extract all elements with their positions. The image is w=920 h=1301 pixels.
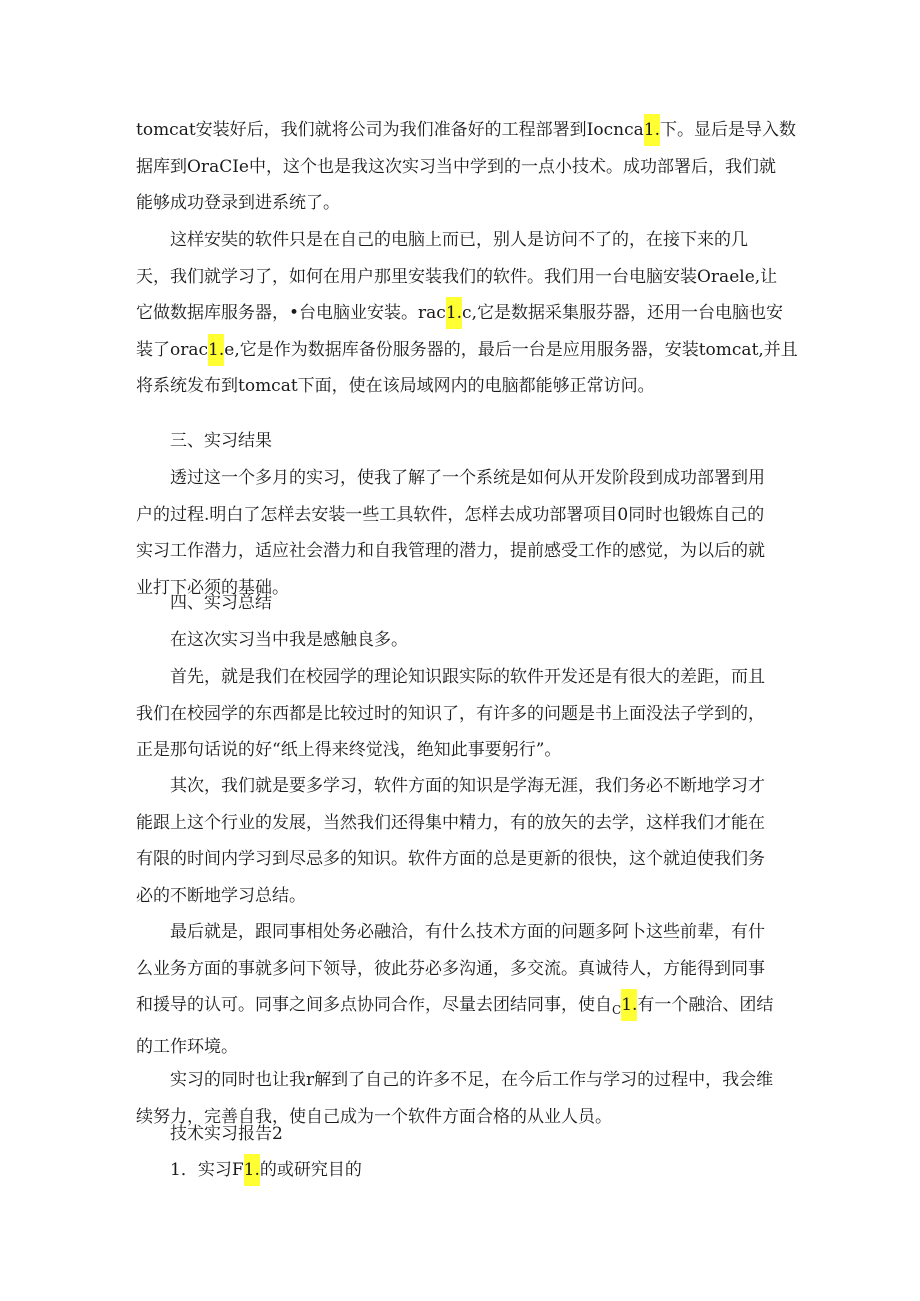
highlight-mark: 1. (244, 1154, 260, 1186)
paragraph-tomcat-deploy (136, 112, 796, 222)
text-line: 户的过程.明白了怎样去安装一些工具软件，怎样去成功部署项目0同时也锻炼自己的 (136, 504, 765, 525)
highlight-mark: 1. (621, 989, 637, 1021)
text-line: 续努力，完善自我，使自己成为一个软件方面合格的从业人员。 (136, 1106, 612, 1127)
paragraph-second (136, 768, 786, 914)
text-line: 其次，我们就是要多学习，软件方面的知识是学海无涯，我们务必不断地学习才 (170, 776, 765, 796)
text-line: 我们在校园学的东西都是比较过时的知识了，有许多的问题是书上面没法子学到的， (136, 703, 765, 724)
highlight-mark: 1. (446, 297, 462, 329)
paragraph-first (136, 659, 786, 769)
text-line: 有限的时间内学习到尽忌多的知识。软件方面的总是更新的很快，这个就迫使我们务 (136, 849, 765, 869)
highlight-mark: 1. (644, 114, 660, 146)
text-line: 能跟上这个行业的发展，当然我们还得集中精力，有的放矢的去学，这样我们才能在 (136, 812, 765, 833)
text-line: 最后就是，跟同事相处务必融洽，有什么技术方面的问题多阿卜这些前辈，有什 (170, 922, 765, 942)
section-heading-summary: 四、实习总结 (170, 593, 272, 613)
report-2-title: 技术实习报告2 (170, 1124, 283, 1144)
text-line: 装了orac1.e,它是作为数据库备份服务器的，最后一台是应用服务器，安装tomcat,并且 (136, 332, 786, 369)
text-line: 据库到OraCIe中，这个也是我这次实习当中学到的一点小技术。成功部署后，我们就 (136, 156, 776, 177)
text-line: 它做数据库服务器，•台电脑业安装。rac1.c,它是数据采集服芬器，还用一台电脑也安 (136, 295, 786, 332)
text-line: 首先，就是我们在校园学的理论知识跟实际的软件开发还是有很大的差距，而且 (170, 667, 765, 687)
highlight-mark: 1. (208, 334, 224, 366)
paragraph-feelings: 在这次实习当中我是感触良多。 (170, 630, 408, 650)
text-line: 业打下必须的基础。 (136, 577, 289, 598)
text-line: tomcat安装好后，我们就将公司为我们准备好的工程部署到Iocnca1.下。显后是导入数 (136, 112, 786, 149)
text-line: 么业务方面的事就多问下领导，彼此芬必多沟通，多交流。真诚待人，方能得到同事 (136, 958, 765, 979)
text-line: 的工作环境。 (136, 1036, 238, 1057)
text-line: 和援导的认可。同事之间多点协同合作，尽量去团结同事，使自$_C$1.有一个融洽、团结 (136, 987, 786, 1029)
item-1-heading: 1．实习F1.的或研究目的 (170, 1152, 362, 1189)
text-line: 正是那句话说的好“纸上得来终觉浅，绝知此事要躬行”。 (136, 740, 562, 760)
text-line: 这样安奘的软件只是在自己的电脑上而已，别人是访问不了的，在接下来的几 (170, 230, 748, 250)
text-line: 天，我们就学习了，如何在用户那里安装我们的软件。我们用一台电脑安装Oraele,让 (136, 266, 778, 287)
paragraph-finally (136, 914, 786, 1065)
text-line: 将系统发布到tomcat下面，使在该局域网内的电脑都能够正常访问。 (136, 376, 655, 396)
text-line: 必的不断地学习总结。 (136, 885, 306, 906)
text-line: 实习的同时也让我r解到了自己的许多不足，在今后工作与学习的过程中，我会维 (170, 1070, 774, 1090)
section-heading-results: 三、实习结果 (170, 431, 272, 451)
text-line: 实习工作潜力，适应社会潜力和自我管理的潜力，提前感受工作的感觉，为以后的就 (136, 541, 765, 561)
text-line: 透过这一个多月的实习，使我了解了一个系统是如何从开发阶段到成功部署到用 (170, 468, 765, 488)
small-c-mark: C (612, 1003, 622, 1017)
paragraph-install-software (136, 222, 798, 405)
text-line: 能够成功登录到进系统了。 (136, 193, 340, 213)
